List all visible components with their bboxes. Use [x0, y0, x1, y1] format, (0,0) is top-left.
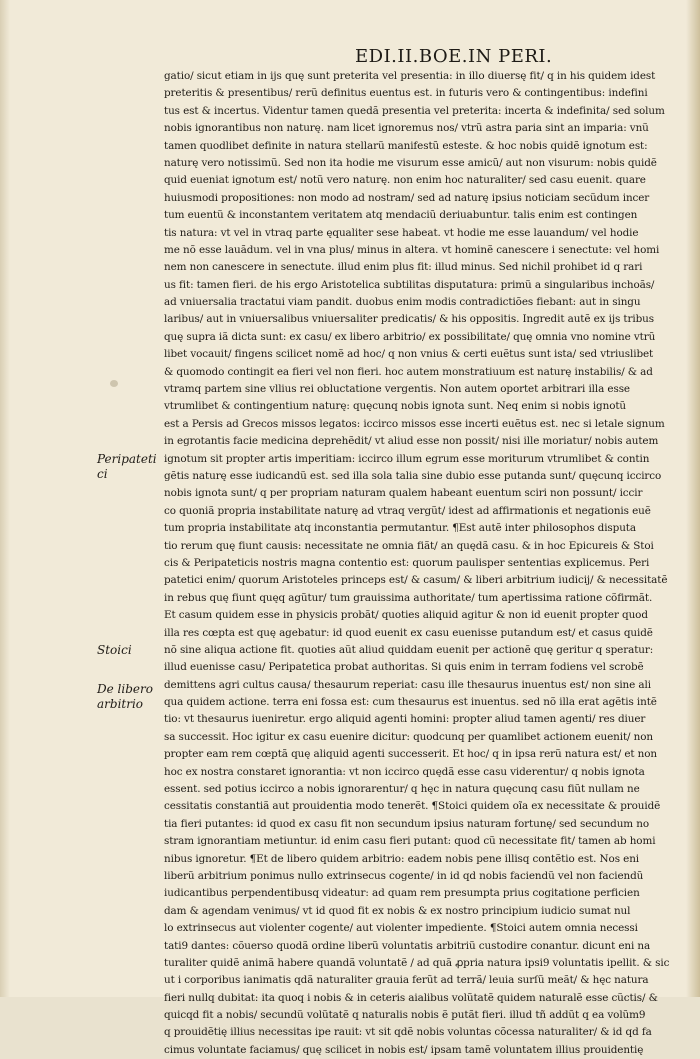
- text-line: lo extrinsecus aut violenter cogente/ aut violenter impediente. ¶Stoici autem omnia necessi: [164, 922, 638, 935]
- page-gutter-shadow: [0, 0, 10, 997]
- text-line: in egrotantis facie medicina deprehẽdit/ vt aliud esse non possit/ nisi ille moriatur/ nobis autem: [164, 435, 659, 448]
- text-line: cessitatis constantiã aut prouidentia modo tenerẽt. ¶Stoici quidem oĩa ex necessitate & prouidẽ: [164, 800, 661, 813]
- text-line: illud euenisse casu/ Peripatetica probat authoritas. Si quis enim in terram fodiens vel scrobẽ: [164, 661, 644, 674]
- text-line: est a Persis ad Grecos missos legatos: iccirco missos esse incerti euẽtus est. nec si letale signum: [164, 417, 665, 430]
- text-line: naturę vero notissimũ. Sed non ita hodie me visurum esse amicũ/ aut non visurum: nobis quidẽ: [164, 156, 657, 169]
- text-line: tamen quodlibet definite in natura stellarũ manifestũ esteste. & hoc nobis quidẽ ignotum est:: [164, 139, 648, 152]
- text-line: patetici enim/ quorum Aristoteles princeps est/ & casum/ & liberi arbitrium iudicij/ & necessitatẽ: [164, 574, 668, 587]
- text-line: nobis ignorantibus non naturę. nam licet ignoremus nos/ vtrũ astra paria sint an imparia: vnũ: [164, 122, 649, 135]
- text-line: & quomodo contingit ea fieri vel non fieri. hoc autem monstratiuum est naturę instabilis/ & ad: [164, 365, 653, 378]
- text-line: hoc ex nostra constaret ignorantia: vt non iccirco quędã esse casu viderentur/ q nobis ignota: [164, 765, 645, 778]
- text-line: quid eueniat ignotum est/ notũ vero naturę. non enim hoc naturaliter/ sed casu euenit. quare: [164, 174, 646, 187]
- margin-note-stoici: Stoici: [97, 643, 132, 657]
- text-line: Et casum quidem esse in physicis probãt/ quoties aliquid agitur & non id euenit propter quod: [164, 609, 648, 622]
- text-line: tum propria instabilitate atq inconstantia permutantur. ¶Est autẽ inter philosophos disputa: [164, 522, 636, 535]
- text-line: ad vniuersalia tractatui viam pandit. duobus enim modis contradictiões fiebant: aut in singu: [164, 296, 641, 309]
- text-line: tio rerum quę fiunt causis: necessitate ne omnia fiãt/ an quędã casu. & in hoc Epicureis & Stoi: [164, 539, 654, 552]
- text-line: nobis ignota sunt/ q per propriam naturam qualem habeant euentum sciri non possunt/ iccir: [164, 487, 643, 500]
- text-line: tati9 dantes: cõuerso quodã ordine liberũ voluntatis arbitriũ custodire conantur. dicunt eni na: [164, 939, 651, 952]
- text-line: us fit: tamen fieri. de his ergo Aristotelica subtilitas disputatura: primũ a singularibus inchoãs/: [164, 278, 655, 291]
- text-line: sa successit. Hoc igitur ex casu euenire dicitur: quodcunq per quamlibet actionem euenit/ non: [164, 730, 654, 743]
- text-line: nibus ignoretur. ¶Et de libero quidem arbitrio: eadem nobis pene illisq contẽtio est. Nos eni: [164, 852, 640, 865]
- text-line: preteritis & presentibus/ rerũ definitus euentus est. in futuris vero & contingentibus: indefini: [164, 87, 648, 100]
- running-head: EDI.II.BOE.IN PERI.: [355, 46, 553, 67]
- text-line: liberũ arbitrium ponimus nullo extrinsecus cogente/ in id qd nobis faciendũ vel non faciendũ: [164, 869, 644, 882]
- text-line: co quoniã propria instabilitate naturę ad vtraq vergũt/ idest ad affirmationis et negationis euẽ: [164, 504, 651, 517]
- text-line: tio: vt thesaurus iueniretur. ergo aliquid agenti homini: propter aliud tamen agenti/ res diuer: [164, 713, 646, 726]
- ink-stain: [110, 380, 118, 387]
- text-line: iudicantibus perpendentibusq videatur: ad quam rem presumpta prius cogitatione perficien: [164, 887, 640, 900]
- page-edge-shadow: [686, 0, 700, 997]
- text-line: turaliter quidẽ animã habere quandã voluntatẽ / ad quã ꝓpria natura ipsi9 voluntatis ipellit. & sic: [164, 956, 670, 969]
- text-line: nem non canescere in senectute. illud enim plus fit: illud minus. Sed nichil prohibet id q rari: [164, 261, 643, 274]
- text-line: laribus/ aut in vniuersalibus vniuersaliter predicatis/ & his oppositis. Ingredit autẽ ex ijs tribus: [164, 313, 654, 326]
- text-line: propter eam rem cœptã quę aliquid agenti successerit. Et hoc/ q in ipsa rerũ natura est/ et non: [164, 748, 657, 761]
- text-line: tus est & incertus. Videntur tamen quedã presentia vel preterita: incerta & indefinita/ sed solum: [164, 104, 665, 117]
- margin-note-peripatetici: Peripateti ci: [97, 452, 157, 481]
- text-line: ignotum sit propter artis imperitiam: iccirco illum egrum esse moriturum vtrumlibet & contin: [164, 452, 650, 465]
- text-line: cis & Peripateticis nostris magna contentio est: quorum paulisper sententias explicemus. Peri: [164, 556, 650, 569]
- text-line: essent. sed potius iccirco a nobis ignorarentur/ q hęc in natura quęcunq casu fiũt nullam ne: [164, 783, 640, 796]
- text-line: vtrumlibet & contingentium naturę: quęcunq nobis ignota sunt. Neq enim si nobis ignotũ: [164, 400, 627, 413]
- text-line: illa res cœpta est quę agebatur: id quod euenit ex casu euenisse putandum est/ et casus quidẽ: [164, 626, 653, 639]
- text-line: vtramq partem sine vllius rei obluctatione vergentis. Non autem oportet arbitrari illa esse: [164, 383, 630, 396]
- text-line: quicqd fit a nobis/ secundũ volũtatẽ q naturalis nobis ẽ putãt fieri. illud tñ addũt q ea volũm9: [164, 1009, 646, 1022]
- text-line: gatio/ sicut etiam in ijs quę sunt preterita vel presentia: in illo diuersę fit/ q in his quidem idest: [164, 70, 656, 82]
- text-line: nõ sine aliqua actione fit. quoties aũt aliud quiddam euenit per actionẽ quę geritur q speratur:: [164, 643, 654, 656]
- text-line: ut i corporibus ianimatis qdã naturaliter grauia ferũt ad terrã/ leuia surſũ meãt/ & hęc natura: [164, 974, 649, 987]
- text-line: in rebus quę fiunt quęq agũtur/ tum grauissima authoritate/ tum apertissima ratione cõfirmãt.: [164, 591, 653, 604]
- text-line: tis natura: vt vel in vtraq parte ęqualiter sese habeat. vt hodie me esse lauandum/ vel hodie: [164, 226, 639, 239]
- text-line: libet vocauit/ fingens scilicet nomẽ ad hoc/ q non vnius & certi euẽtus sunt ista/ sed vtriuslibet: [164, 348, 654, 361]
- text-line: dam & agendam venimus/ vt id quod fit ex nobis & ex nostro principium iudicio sumat nul: [164, 904, 631, 917]
- text-line: me nõ esse lauãdum. vel in vna plus/ minus in altera. vt hominẽ canescere i senectute: vel homi: [164, 243, 660, 256]
- body-text: [164, 68, 670, 1059]
- text-line: stram ignorantiam metiuntur. id enim casu fieri putant: quod cũ necessitate fit/ tamen ab homi: [164, 835, 656, 848]
- text-line: tia fieri putantes: id quod ex casu fit non secundum ipsius naturam fortunę/ sed secundum no: [164, 817, 650, 830]
- text-line: q prouidẽtię illius necessitas ipe rauit: vt sit qdẽ nobis voluntas cõcessa naturaliter/ & id qd fa: [164, 1026, 652, 1039]
- text-line: demittens agri cultus causa/ thesaurum reperiat: casu ille thesaurus inuentus est/ non sine ali: [164, 678, 651, 691]
- margin-note-de-libero-arbitrio: De libero arbitrio: [97, 682, 153, 711]
- text-line: cimus voluntate faciamus/ quę scilicet in nobis est/ ipsam tamẽ voluntatem illius prouidentię: [164, 1043, 644, 1056]
- text-line: huiusmodi propositiones: non modo ad nostram/ sed ad naturę ipsius noticiam secũdum incer: [164, 191, 650, 204]
- text-line: gẽtis naturę esse iudicandũ est. sed illa sola talia sine dubio esse putanda sunt/ quęcunq iccirco: [164, 469, 662, 482]
- text-line: quę supra iã dicta sunt: ex casu/ ex libero arbitrio/ ex possibilitate/ quę omnia vno nomine vtrũ: [164, 330, 656, 343]
- text-line: fieri nullq dubitat: ita quoq i nobis & in ceteris aialibus volũtatẽ quidem naturalẽ esse cũctis/ &: [164, 991, 658, 1004]
- text-line: tum euentũ & inconstantem veritatem atq mendaciũ deriuabuntur. talis enim est contingen: [164, 209, 638, 222]
- text-line: qua quidem actione. terra eni fossa est: cum thesaurus est inuentus. sed nõ illa erat agẽtis intẽ: [164, 696, 657, 709]
